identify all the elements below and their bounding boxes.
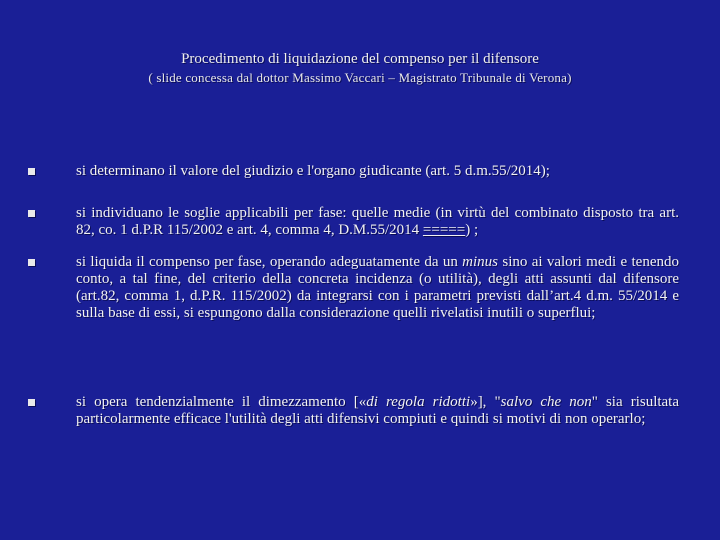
square-bullet-icon xyxy=(28,399,35,406)
square-bullet-icon xyxy=(28,259,35,266)
list-item-text xyxy=(76,163,679,180)
list-item-text-part: »], " xyxy=(470,394,501,410)
square-bullet-icon xyxy=(28,168,35,175)
list-item-text xyxy=(76,205,679,239)
list-item-text xyxy=(76,394,679,428)
slide-title: Procedimento di liquidazione del compenso per il difensore xyxy=(181,51,539,67)
list-item-italic-text: salvo che non xyxy=(500,394,592,410)
list-item-text-part: " sia risultata particolarmente efficace l'utilità degli atti difensivi compiuti e quindi si motivi di non operarlo; xyxy=(76,394,680,427)
hyperlink[interactable]: ===== xyxy=(422,222,466,238)
list-item-text xyxy=(76,254,679,322)
square-bullet-icon xyxy=(28,210,35,217)
list-item-text-part: ) ; xyxy=(465,222,479,238)
list-item-text-part: si liquida il compenso per fase, operando adeguatamente da un xyxy=(76,254,463,270)
slide-subtitle: ( slide concessa dal dottor Massimo Vaccari – Magistrato Tribunale di Verona) xyxy=(148,70,572,85)
list-item-italic-text: di regola ridotti xyxy=(366,394,471,410)
list-item-italic-text: minus xyxy=(462,254,499,270)
list-item-text-part: si opera tendenzialmente il dimezzamento [« xyxy=(76,394,367,410)
list-item-text-part: si individuano le soglie applicabili per fase: quelle medie (in virtù del combinato disposto tra art. 82, co. 1 d.P.R 115/2002 e art. 4, comma 4, D.M.55/2014 xyxy=(76,205,679,238)
list-item-text-part: sino ai valori medi e tenendo conto, a tal fine, del criterio della concreta incidenza (o utilità), degli atti assunti dal difensore (art.82, comma 1, d.P.R. 115/2002) da integrarsi con i parametri previsti dall’art.4 d.m. 55/2014 e sulla base di essi, si espungono dalla considerazione quelli rivelatisi inutili o superflui; xyxy=(76,254,679,321)
list-item-text-part: si determinano il valore del giudizio e l'organo giudicante (art. 5 d.m.55/2014); xyxy=(76,163,550,179)
